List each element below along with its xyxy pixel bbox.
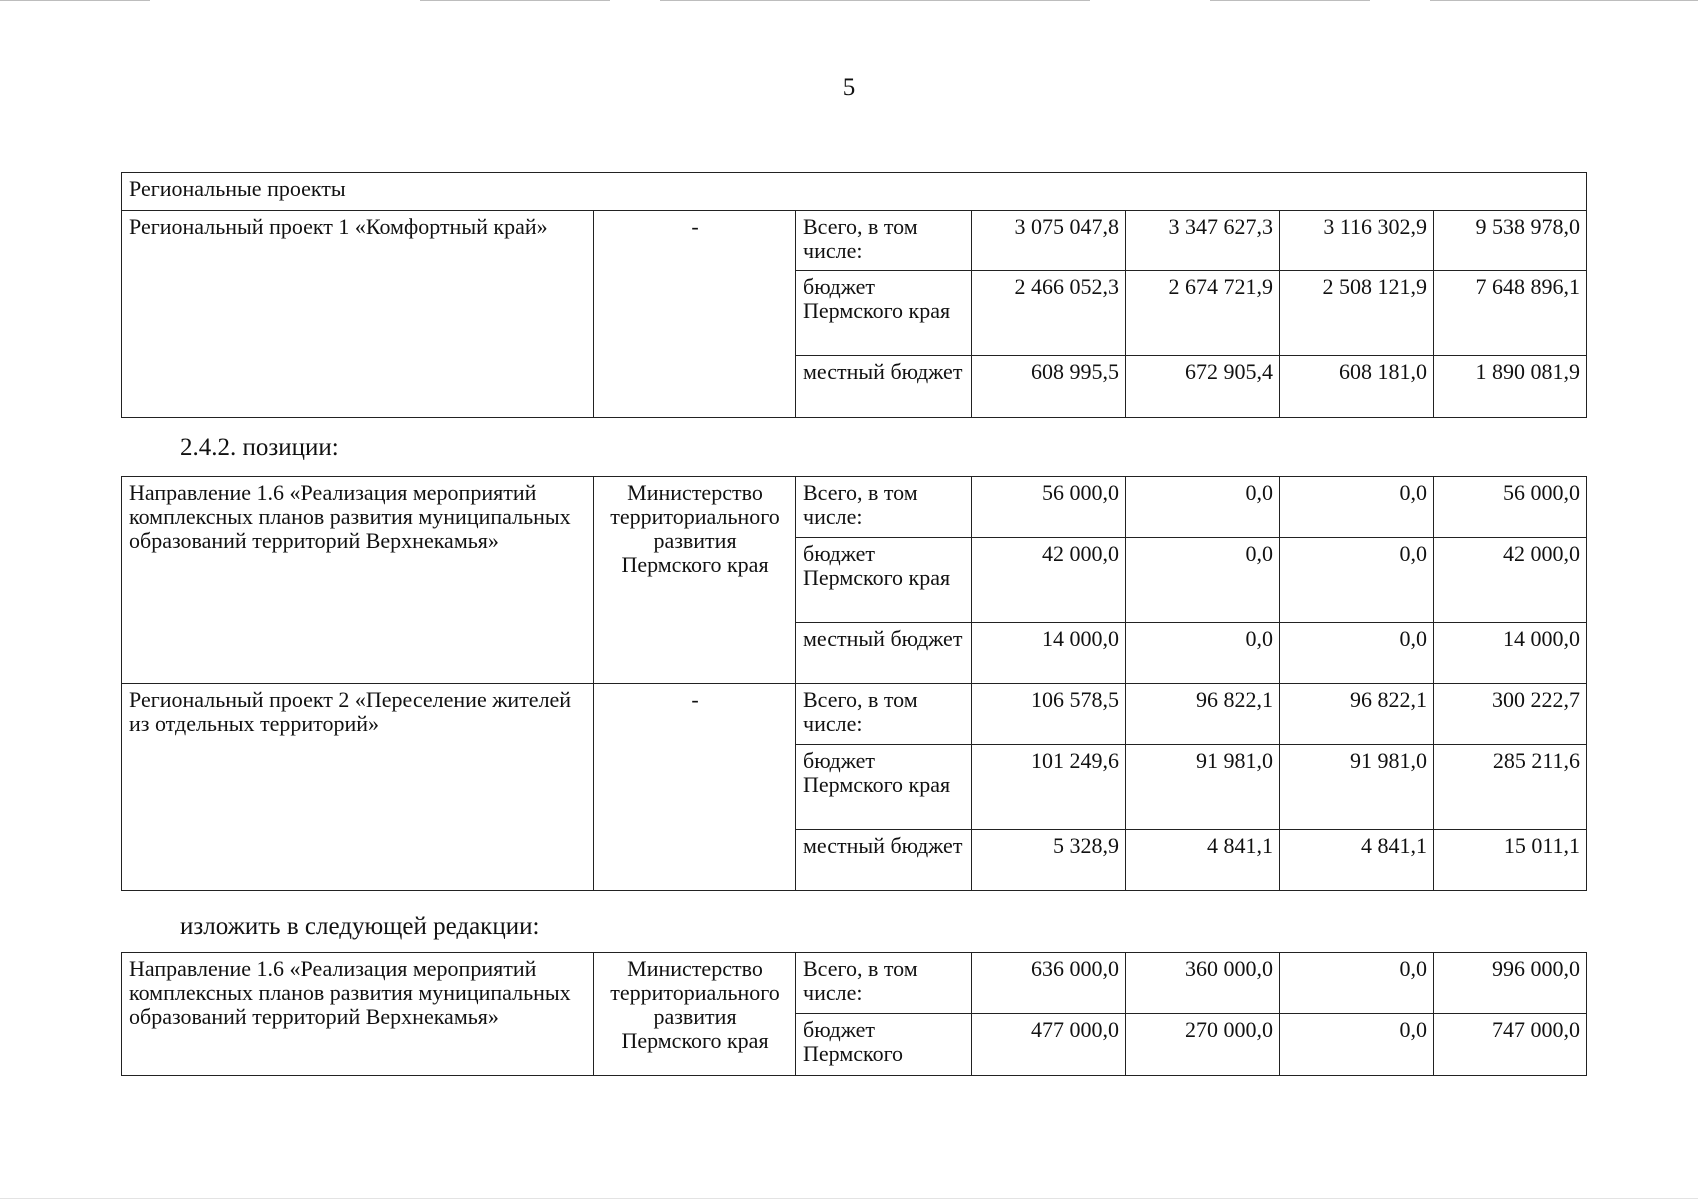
value-cell: 285 211,6 xyxy=(1434,745,1587,830)
table-row xyxy=(122,684,1587,745)
value-cell: 2 674 721,9 xyxy=(1126,271,1280,356)
value-cell: 0,0 xyxy=(1280,538,1434,623)
value-cell: 0,0 xyxy=(1126,477,1280,538)
source-label: местный бюджет xyxy=(796,356,972,418)
scan-edge-top-5 xyxy=(1430,0,1698,1)
source-label: Всего, в том числе: xyxy=(796,953,972,1014)
value-cell: 4 841,1 xyxy=(1126,830,1280,891)
positions-table xyxy=(121,476,1587,891)
value-cell: 0,0 xyxy=(1280,1014,1434,1076)
value-cell: 3 075 047,8 xyxy=(972,211,1126,271)
value-cell: 14 000,0 xyxy=(972,623,1126,684)
value-cell: 42 000,0 xyxy=(972,538,1126,623)
value-cell: 3 116 302,9 xyxy=(1280,211,1434,271)
value-cell: 360 000,0 xyxy=(1126,953,1280,1014)
table-row xyxy=(122,211,1587,271)
value-cell: 747 000,0 xyxy=(1434,1014,1587,1076)
responsible-cell: Министерство территориального развития Пермского края xyxy=(594,477,796,684)
value-cell: 477 000,0 xyxy=(972,1014,1126,1076)
value-cell: 5 328,9 xyxy=(972,830,1126,891)
value-cell: 0,0 xyxy=(1280,623,1434,684)
value-cell: 91 981,0 xyxy=(1280,745,1434,830)
value-cell: 636 000,0 xyxy=(972,953,1126,1014)
value-cell: 608 995,5 xyxy=(972,356,1126,418)
table-row xyxy=(122,477,1587,538)
value-cell: 91 981,0 xyxy=(1126,745,1280,830)
source-label: местный бюджет xyxy=(796,623,972,684)
responsible-cell: - xyxy=(594,684,796,891)
new-edition-table xyxy=(121,952,1587,1076)
value-cell: 0,0 xyxy=(1280,953,1434,1014)
responsible-cell: Министерство территориального развития Пермского края xyxy=(594,953,796,1076)
value-cell: 96 822,1 xyxy=(1126,684,1280,745)
project-name-cell: Региональный проект 1 «Комфортный край» xyxy=(122,211,594,418)
scan-edge-top-1 xyxy=(0,0,150,1)
value-cell: 608 181,0 xyxy=(1280,356,1434,418)
value-cell: 15 011,1 xyxy=(1434,830,1587,891)
new-edition-heading: изложить в следующей редакции: xyxy=(180,913,540,940)
value-cell: 4 841,1 xyxy=(1280,830,1434,891)
source-label: Всего, в том числе: xyxy=(796,684,972,745)
direction-name-cell: Направление 1.6 «Реализация мероприятий комплексных планов развития муниципальных образований территорий Верхнекамья» xyxy=(122,953,594,1076)
value-cell: 2 466 052,3 xyxy=(972,271,1126,356)
value-cell: 300 222,7 xyxy=(1434,684,1587,745)
scan-edge-top-4 xyxy=(1210,0,1370,1)
positions-heading: 2.4.2. позиции: xyxy=(180,434,339,461)
value-cell: 7 648 896,1 xyxy=(1434,271,1587,356)
scan-edge-bottom xyxy=(0,1198,1698,1199)
page-number: 5 xyxy=(842,74,856,101)
responsible-cell: - xyxy=(594,211,796,418)
source-label: бюджет Пермского края xyxy=(796,538,972,623)
value-cell: 1 890 081,9 xyxy=(1434,356,1587,418)
source-label: бюджет Пермского края xyxy=(796,271,972,356)
value-cell: 2 508 121,9 xyxy=(1280,271,1434,356)
section-label: Региональные проекты xyxy=(122,173,1587,211)
regional-projects-table xyxy=(121,172,1587,418)
value-cell: 3 347 627,3 xyxy=(1126,211,1280,271)
value-cell: 0,0 xyxy=(1280,477,1434,538)
scan-edge-top-2 xyxy=(420,0,610,1)
value-cell: 9 538 978,0 xyxy=(1434,211,1587,271)
value-cell: 96 822,1 xyxy=(1280,684,1434,745)
value-cell: 0,0 xyxy=(1126,623,1280,684)
source-label: бюджет Пермского края xyxy=(796,745,972,830)
table-row xyxy=(122,953,1587,1014)
value-cell: 56 000,0 xyxy=(1434,477,1587,538)
direction-name-cell: Направление 1.6 «Реализация мероприятий комплексных планов развития муниципальных образований территорий Верхнекамья» xyxy=(122,477,594,684)
scan-edge-top-3 xyxy=(660,0,1090,1)
value-cell: 270 000,0 xyxy=(1126,1014,1280,1076)
value-cell: 0,0 xyxy=(1126,538,1280,623)
source-label: местный бюджет xyxy=(796,830,972,891)
value-cell: 101 249,6 xyxy=(972,745,1126,830)
value-cell: 56 000,0 xyxy=(972,477,1126,538)
value-cell: 42 000,0 xyxy=(1434,538,1587,623)
value-cell: 996 000,0 xyxy=(1434,953,1587,1014)
source-label: Всего, в том числе: xyxy=(796,211,972,271)
value-cell: 106 578,5 xyxy=(972,684,1126,745)
source-label: бюджет Пермского xyxy=(796,1014,972,1076)
value-cell: 14 000,0 xyxy=(1434,623,1587,684)
project-name-cell: Региональный проект 2 «Переселение жителей из отдельных территорий» xyxy=(122,684,594,891)
value-cell: 672 905,4 xyxy=(1126,356,1280,418)
source-label: Всего, в том числе: xyxy=(796,477,972,538)
